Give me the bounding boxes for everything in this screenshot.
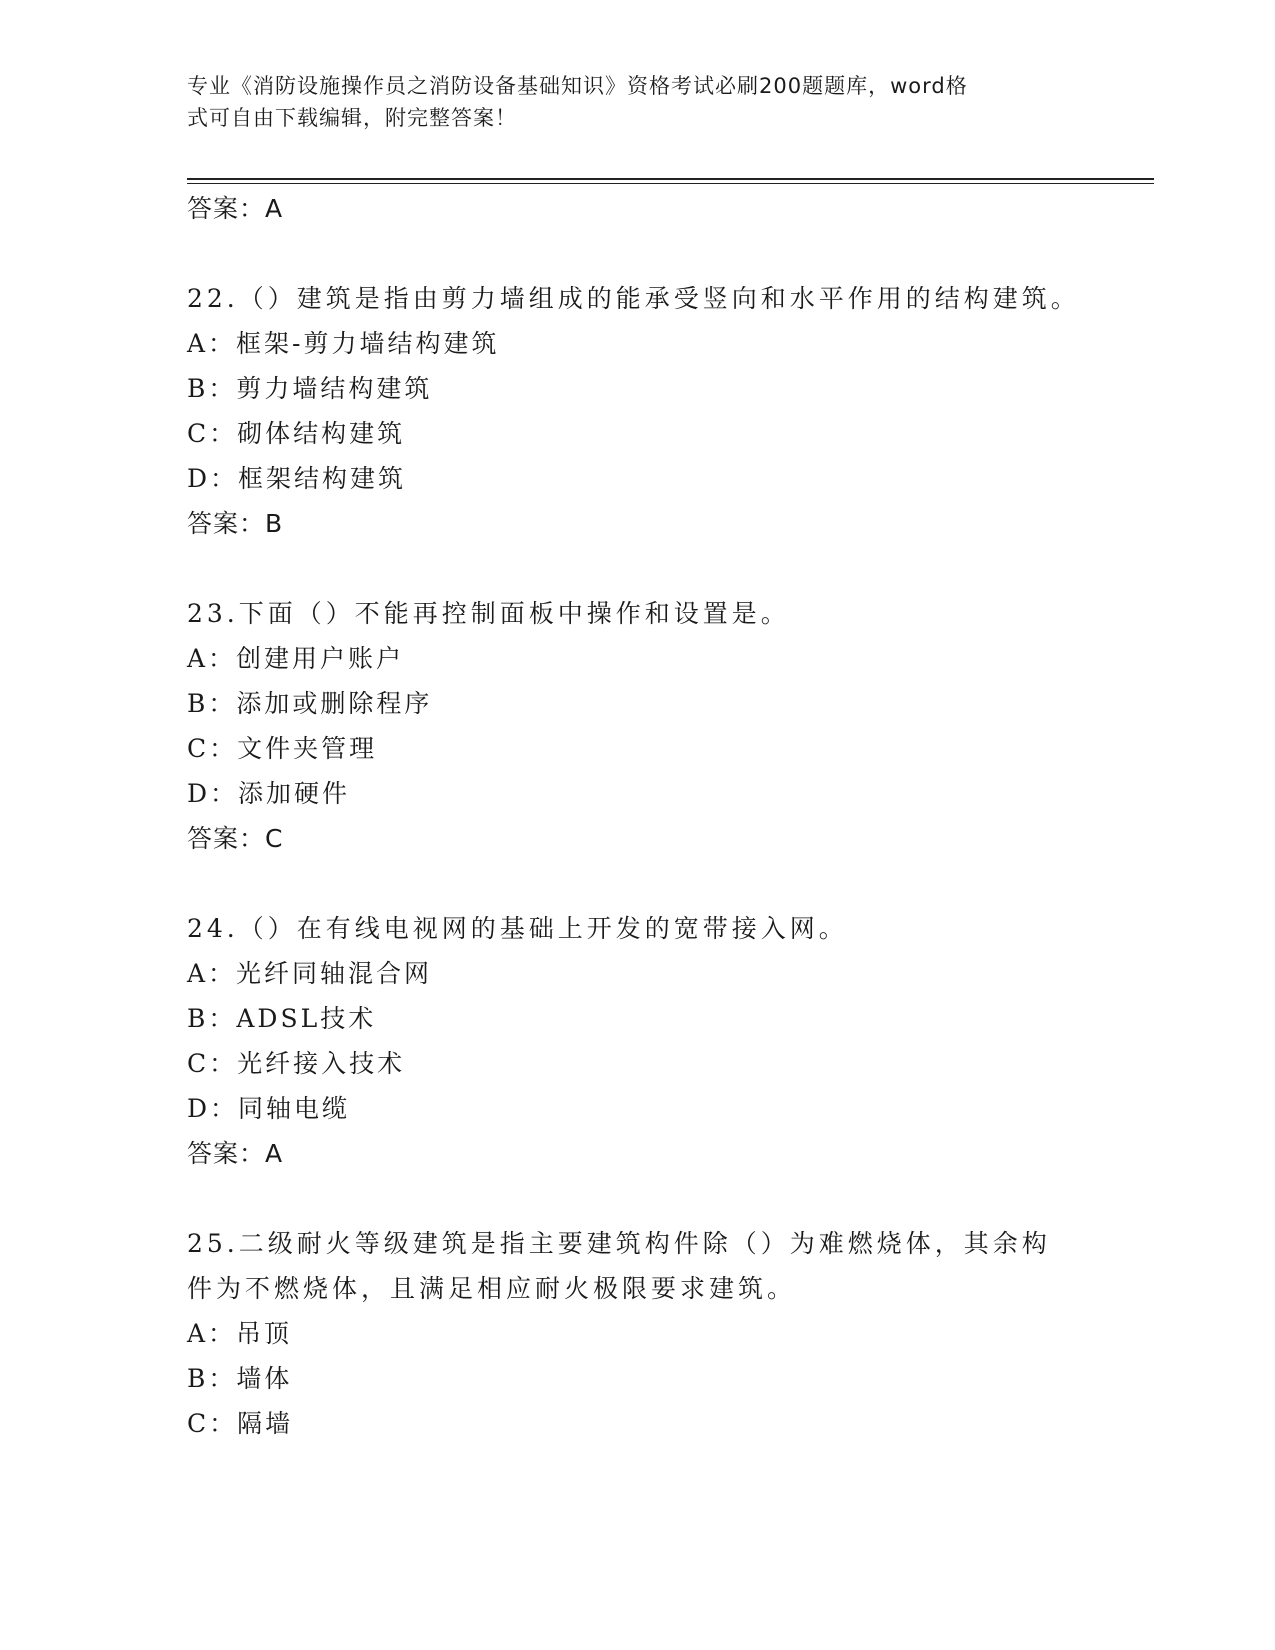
option-line: C：隔墙 bbox=[187, 1409, 294, 1438]
option-line: B：添加或删除程序 bbox=[187, 689, 433, 718]
option-line: C：砌体结构建筑 bbox=[187, 419, 406, 448]
option-line: A：创建用户账户 bbox=[187, 644, 405, 673]
option-line: C：文件夹管理 bbox=[187, 734, 378, 763]
question-text: 23.下面（）不能再控制面板中操作和设置是。 bbox=[187, 599, 790, 628]
spacer bbox=[187, 231, 1107, 276]
spacer bbox=[187, 1176, 1107, 1221]
question-list bbox=[187, 186, 1107, 1446]
answer-line: 答案：A bbox=[187, 194, 284, 223]
option-line: B：ADSL技术 bbox=[187, 1004, 377, 1033]
question-text: 24.（）在有线电视网的基础上开发的宽带接入网。 bbox=[187, 914, 848, 943]
option-line: A：光纤同轴混合网 bbox=[187, 959, 433, 988]
answer-line: 答案：B bbox=[187, 509, 284, 538]
question-text: 22.（）建筑是指由剪力墙组成的能承受竖向和水平作用的结构建筑。 bbox=[187, 284, 1080, 313]
header-title-line1: 专业《消防设施操作员之消防设备基础知识》资格考试必刷200题题库，word格 bbox=[187, 74, 968, 98]
document-header bbox=[187, 70, 1087, 134]
answer-line: 答案：C bbox=[187, 824, 284, 853]
option-line: A：框架-剪力墙结构建筑 bbox=[187, 329, 500, 358]
option-line: D：同轴电缆 bbox=[187, 1094, 351, 1123]
question-text: 25.二级耐火等级建筑是指主要建筑构件除（）为难燃烧体，其余构件为不燃烧体，且满足相应耐火极限要求建筑。 bbox=[187, 1229, 1051, 1303]
header-title-line2: 式可自由下载编辑，附完整答案！ bbox=[187, 106, 517, 130]
header-divider-thin bbox=[187, 183, 1154, 184]
option-line: A：吊顶 bbox=[187, 1319, 293, 1348]
option-line: D：框架结构建筑 bbox=[187, 464, 407, 493]
option-line: D：添加硬件 bbox=[187, 779, 351, 808]
option-line: B：墙体 bbox=[187, 1364, 293, 1393]
spacer bbox=[187, 861, 1107, 906]
option-line: C：光纤接入技术 bbox=[187, 1049, 406, 1078]
spacer bbox=[187, 546, 1107, 591]
header-divider bbox=[187, 178, 1154, 180]
option-line: B：剪力墙结构建筑 bbox=[187, 374, 433, 403]
answer-line: 答案：A bbox=[187, 1139, 284, 1168]
